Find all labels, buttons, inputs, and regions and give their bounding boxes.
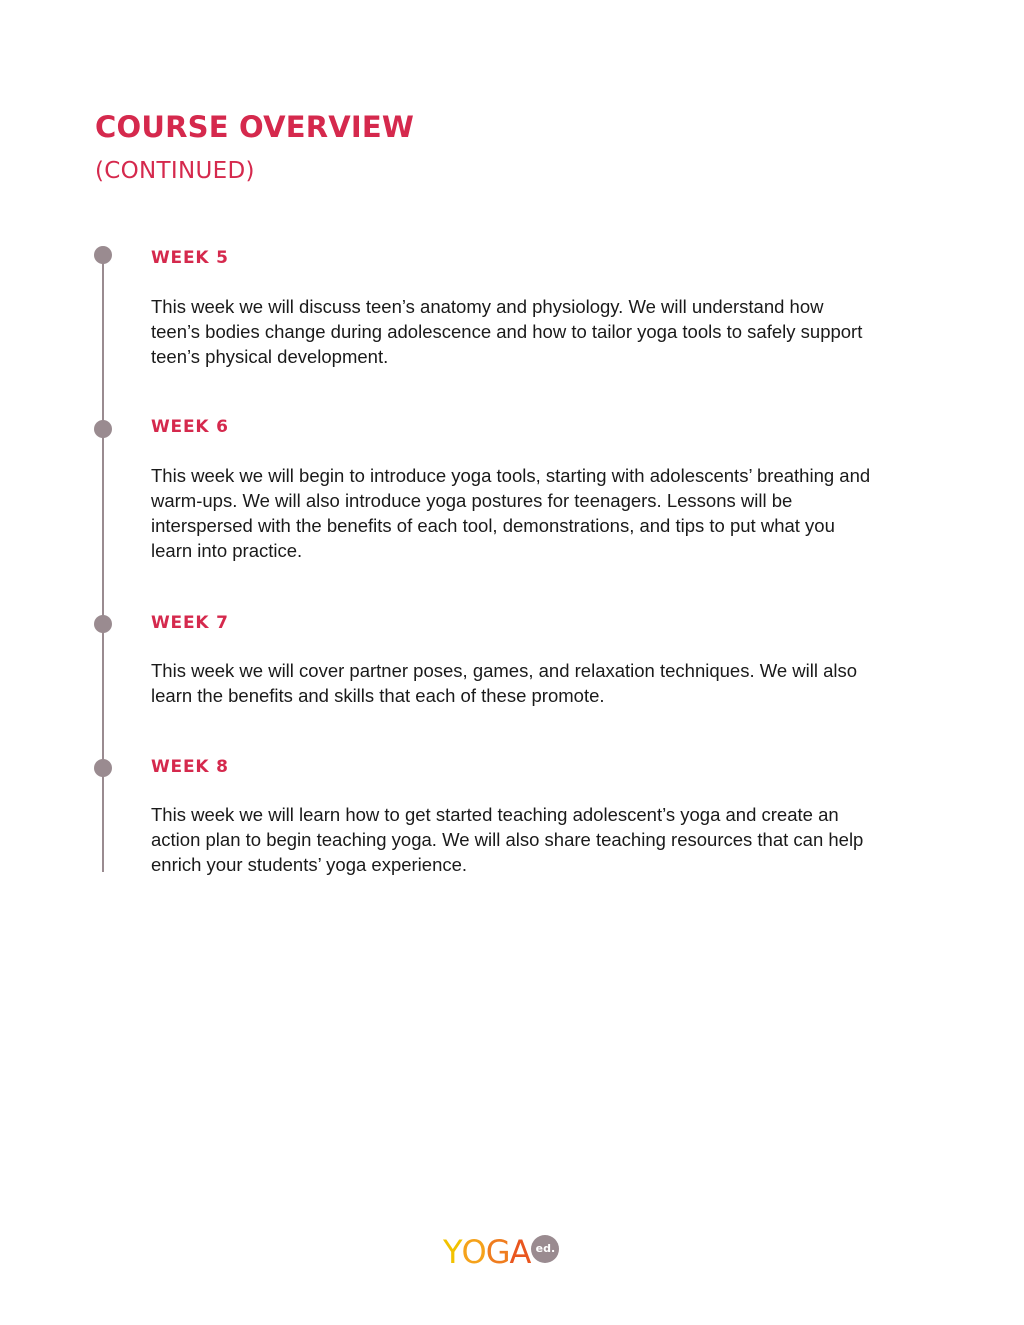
week-6-description: This week we will begin to introduce yoga tools, starting with adolescents’ breathing and warm-ups. We will also introduce yoga postures for teenagers. Lessons will be interspersed with the benefits of each tool, demonstrations, and tips to put what you learn into practice. <box>151 465 871 561</box>
timeline-dot <box>94 246 112 264</box>
logo-letter-y: Y <box>443 1233 462 1271</box>
logo-letter-g: G <box>485 1233 510 1271</box>
timeline-dot <box>94 615 112 633</box>
week-7-description: This week we will cover partner poses, games, and relaxation techniques. We will also learn the benefits and skills that each of these promote. <box>151 660 858 706</box>
yoga-ed-logo <box>443 1232 559 1272</box>
page-title: COURSE OVERVIEW <box>95 110 415 144</box>
week-8-heading: WEEK 8 <box>151 757 229 777</box>
page-subtitle: (CONTINUED) <box>95 158 255 184</box>
timeline-dot <box>94 420 112 438</box>
week-7-heading: WEEK 7 <box>151 613 229 633</box>
timeline-dot <box>94 759 112 777</box>
week-8-description: This week we will learn how to get started teaching adolescent’s yoga and create an action plan to begin teaching yoga. We will also share teaching resources that can help enrich your students’ yoga experience. <box>151 804 864 875</box>
week-5-heading: WEEK 5 <box>151 248 229 268</box>
week-5-description: This week we will discuss teen’s anatomy and physiology. We will understand how teen’s bodies change during adolescence and how to tailor yoga tools to safely support teen’s physical development. <box>151 296 863 367</box>
timeline-line <box>102 255 104 872</box>
logo-wordmark <box>443 1234 530 1270</box>
logo-ed-badge: ed. <box>531 1235 559 1263</box>
week-6-heading: WEEK 6 <box>151 417 229 437</box>
logo-letter-o: O <box>461 1233 486 1271</box>
logo-letter-a: A <box>509 1233 531 1271</box>
